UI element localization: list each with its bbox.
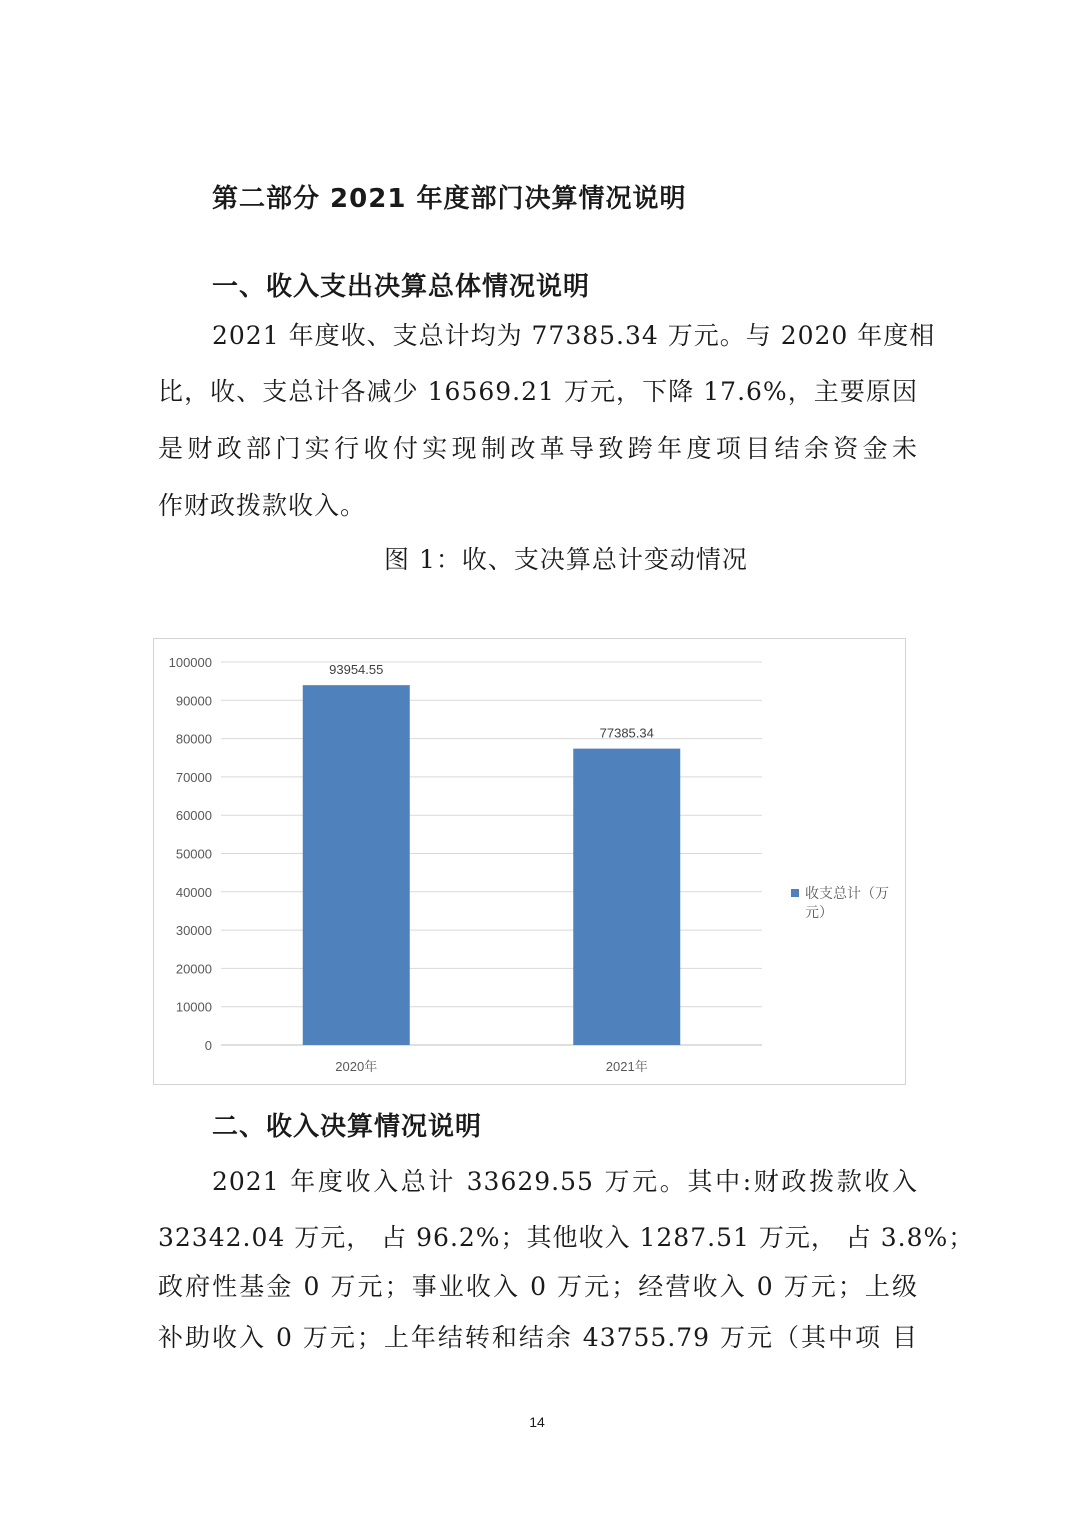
x-tick-label: 2020年 [335, 1059, 378, 1074]
bar [573, 749, 680, 1045]
part-heading: 第二部分 2021 年度部门决算情况说明 [212, 184, 687, 214]
section2-title: 二、收入决算情况说明 [212, 1112, 483, 1142]
page-number: 14 [529, 1414, 545, 1430]
chart-svg [154, 639, 905, 1084]
y-tick-label: 100000 [168, 655, 212, 670]
data-label: 77385.34 [599, 725, 654, 741]
section2-line-3: 政府性基金 0 万元；事业收入 0 万元；经营收入 0 万元；上级 [158, 1272, 918, 1301]
y-tick-label: 40000 [175, 884, 212, 900]
y-tick-label: 80000 [175, 731, 212, 747]
data-label: 93954.55 [329, 662, 384, 678]
y-tick-label: 60000 [175, 808, 212, 824]
section1-line-3: 是财政部门实行收付实现制改革导致跨年度项目结余资金未 [158, 434, 918, 463]
section1-line-4: 作财政拨款收入。 [158, 491, 367, 520]
y-tick-label: 10000 [175, 999, 212, 1015]
legend-label-line-2: 元） [805, 904, 833, 920]
section1-line-1: 2021 年度收、支总计均为 77385.34 万元。与 2020 年度相 [212, 321, 936, 350]
y-tick-label: 70000 [175, 769, 212, 785]
legend-label-line-1: 收支总计（万 [805, 885, 889, 901]
section1-title: 一、收入支出决算总体情况说明 [212, 272, 591, 302]
figure-caption: 图 1：收、支决算总计变动情况 [384, 545, 748, 574]
section2-line-1: 2021 年度收入总计 33629.55 万元。其中:财政拨款收入 [212, 1167, 918, 1196]
y-tick-label: 0 [204, 1038, 212, 1053]
x-tick-label: 2021年 [605, 1059, 648, 1074]
bar [303, 685, 410, 1045]
y-tick-label: 30000 [175, 923, 212, 939]
y-tick-label: 50000 [175, 846, 212, 862]
section1-line-2: 比，收、支总计各减少 16569.21 万元，下降 17.6%，主要原因 [158, 377, 918, 406]
y-tick-label: 20000 [175, 961, 212, 977]
section2-line-2: 32342.04 万元， 占 96.2%；其他收入 1287.51 万元， 占 3.8%； [158, 1223, 975, 1252]
y-tick-label: 90000 [175, 693, 212, 709]
legend-swatch [791, 889, 799, 897]
section2-line-4: 补助收入 0 万元；上年结转和结余 43755.79 万元（其中项 目 [158, 1323, 918, 1352]
bar-chart [153, 638, 906, 1085]
